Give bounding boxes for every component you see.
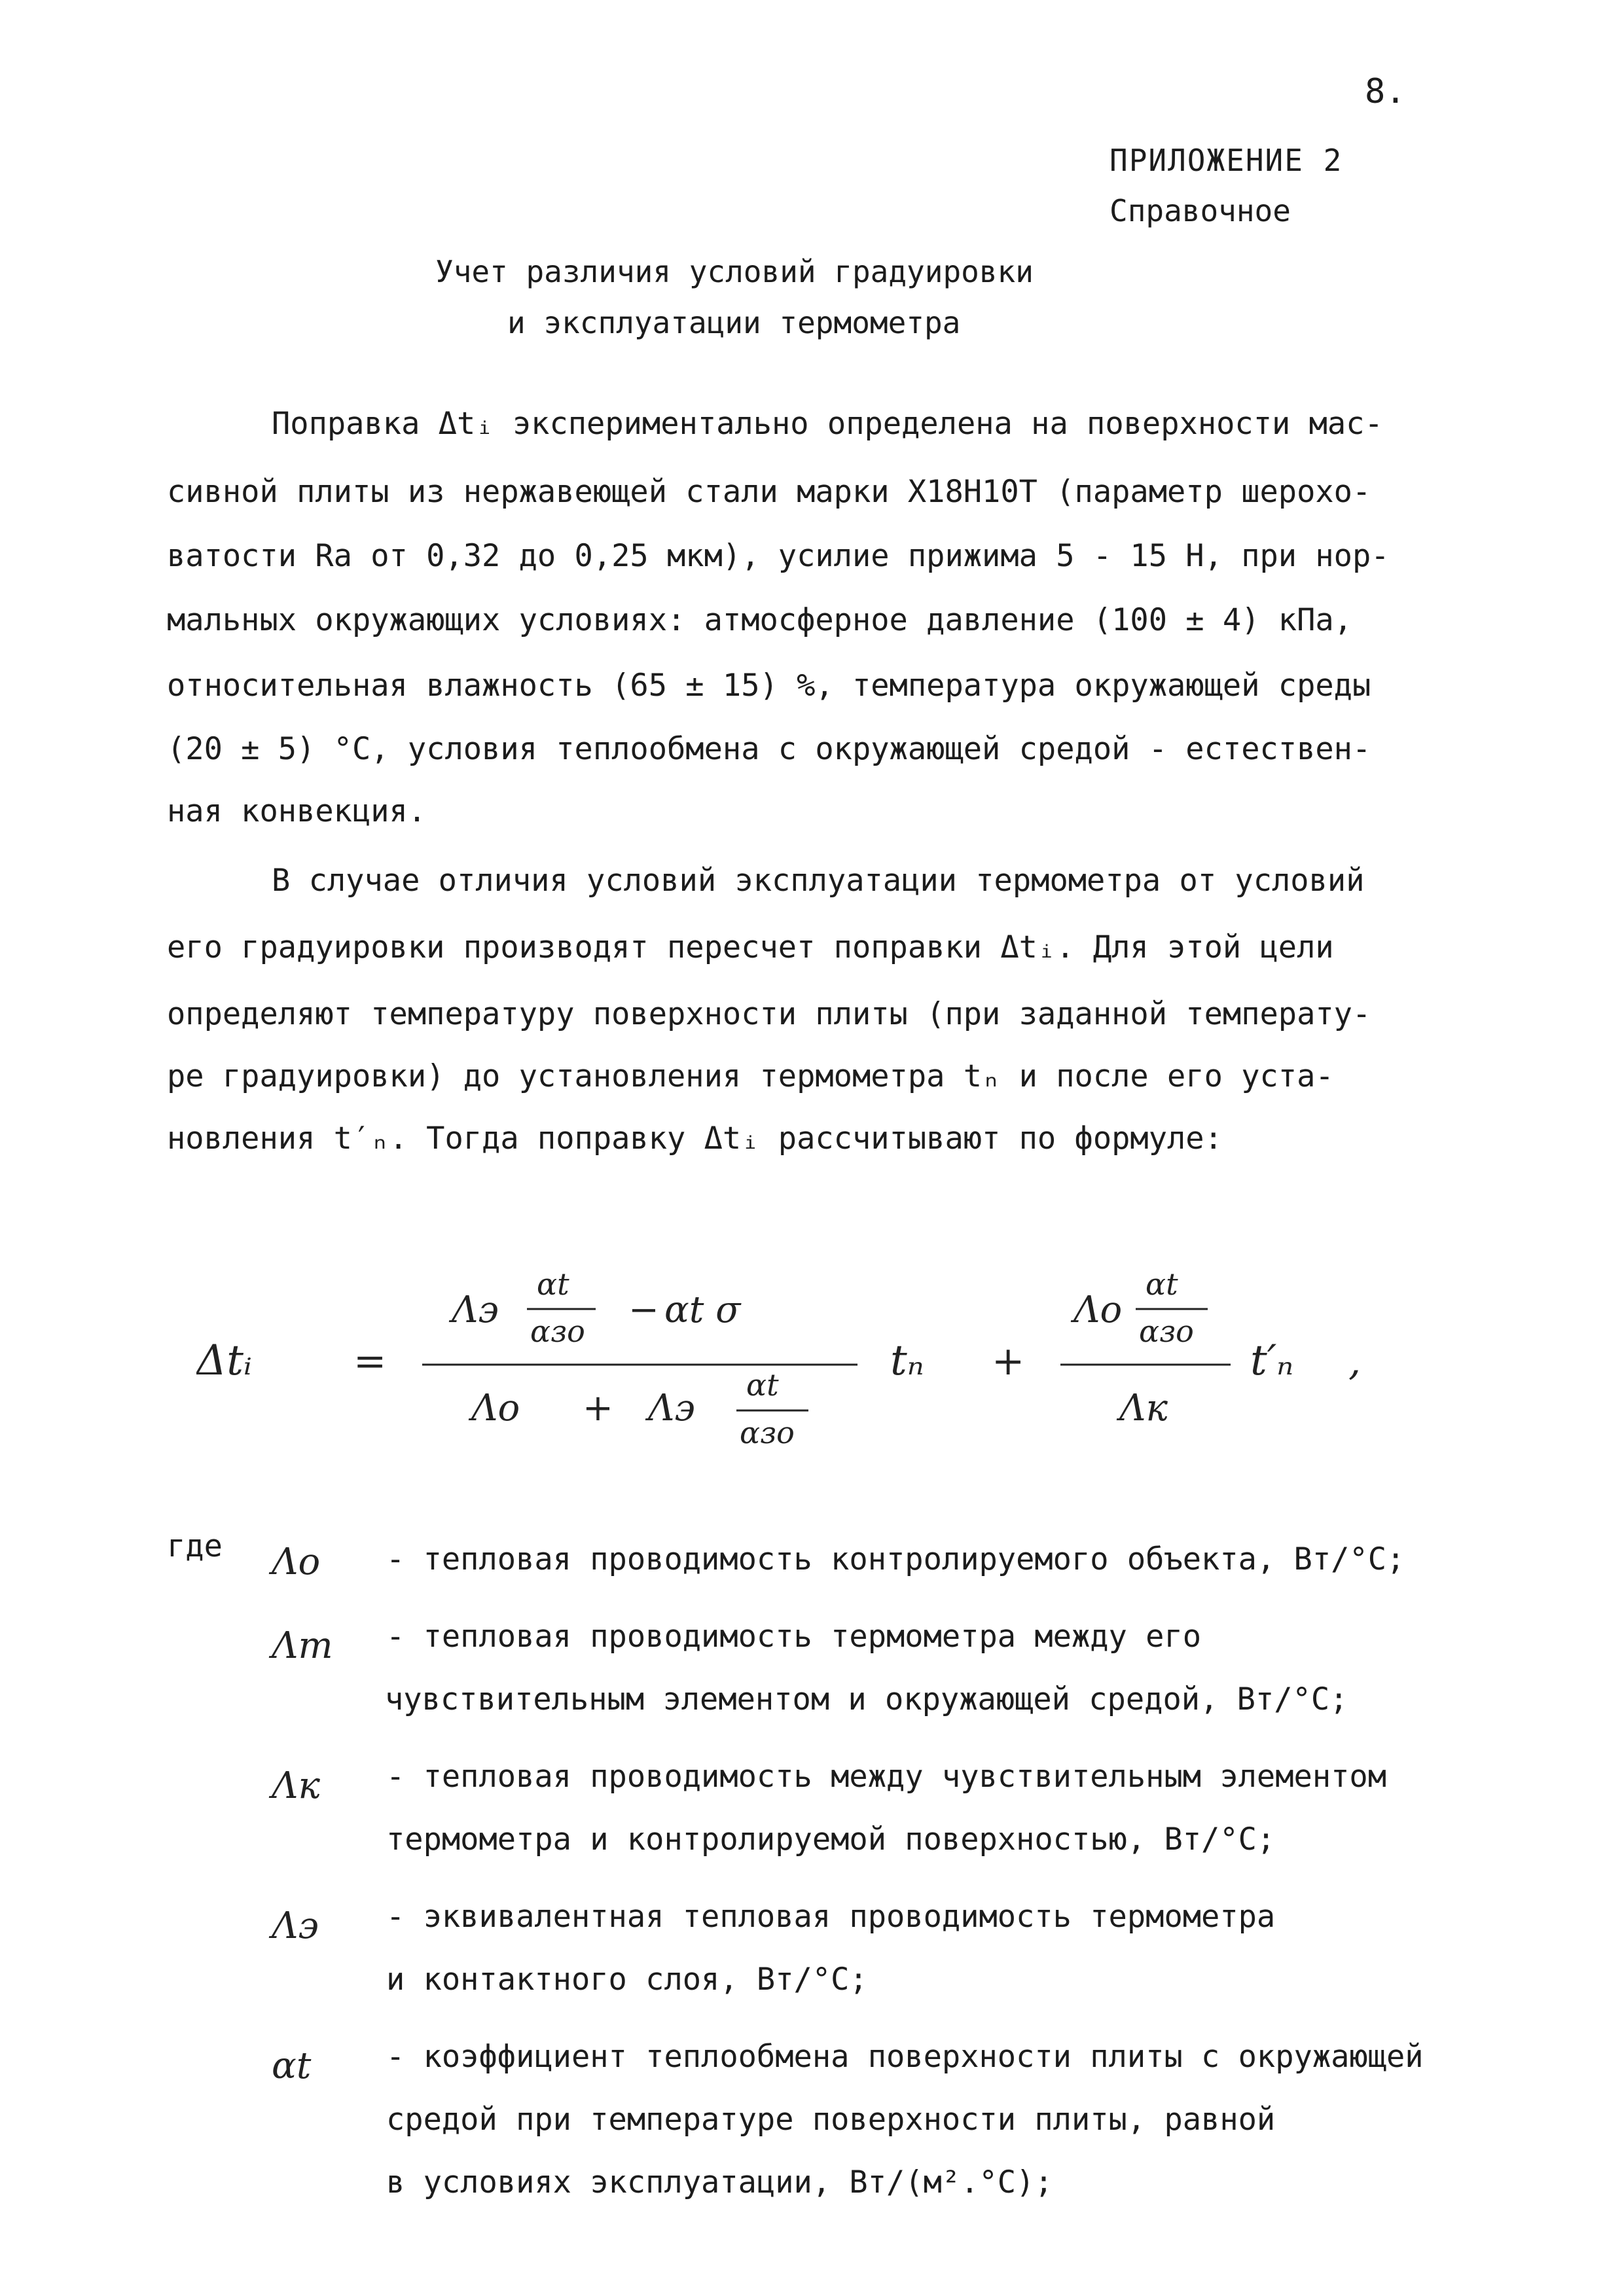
definition-text: в условиях эксплуатации, Вт/(м².°С); bbox=[386, 2164, 1053, 2200]
paragraph1-line: относительная влажность (65 ± 15) %, температура окружающей среды bbox=[167, 668, 1371, 704]
appendix-label: ПРИЛОЖЕНИЕ 2 bbox=[1110, 143, 1343, 178]
formula-equals: = bbox=[353, 1338, 387, 1384]
formula-lambda-o: Λо bbox=[471, 1387, 520, 1429]
definition-text: - коэффициент теплообмена поверхности плиты с окружающей bbox=[386, 2039, 1424, 2075]
formula-lambda-e: Λэ bbox=[452, 1289, 499, 1331]
formula-alpha-t-2: αt bbox=[746, 1367, 779, 1403]
formula-alpha-t-3: αt bbox=[1146, 1266, 1178, 1302]
definition-item bbox=[268, 1528, 1512, 1591]
definition-item bbox=[268, 2026, 1512, 2214]
paragraph1-line: ная конвекция. bbox=[167, 793, 427, 829]
definition-text: - тепловая проводимость термометра между его bbox=[386, 1619, 1202, 1655]
definition-text: средой при температуре поверхности плиты, равной bbox=[386, 2102, 1276, 2138]
definition-symbol bbox=[268, 1605, 367, 1684]
paragraph1-line: Поправка Δtᵢ экспериментально определена на поверхности мас- bbox=[272, 406, 1383, 442]
definition-text: - эквивалентная тепловая проводимость термометра bbox=[386, 1899, 1276, 1935]
paragraph1-line: (20 ± 5) °С, условия теплообмена с окружающей средой - естествен- bbox=[167, 731, 1371, 767]
reference-label: Справочное bbox=[1110, 193, 1291, 228]
where-label: где bbox=[167, 1528, 223, 1564]
paragraph1-line: ватости Ra от 0,32 до 0,25 мкм), усилие прижима 5 - 15 Н, при нор- bbox=[167, 538, 1390, 574]
formula-alpha-t: αt bbox=[537, 1266, 569, 1302]
definition-text: и контактного слоя, Вт/°С; bbox=[386, 1962, 868, 1998]
formula-tn: tₙ bbox=[890, 1336, 924, 1385]
svg-text:Λк: Λк bbox=[272, 1765, 320, 1807]
definition-text: термометра и контролируемой поверхностью, Вт/°С; bbox=[386, 1821, 1276, 1857]
formula-lambda-k: Λк bbox=[1119, 1387, 1168, 1429]
svg-text:Λэ: Λэ bbox=[272, 1905, 319, 1947]
definition-item bbox=[268, 1605, 1512, 1731]
definition-text: чувствительным элементом и окружающей средой, Вт/°С; bbox=[385, 1681, 1348, 1717]
definition-text: - тепловая проводимость между чувствительным элементом bbox=[386, 1759, 1387, 1795]
page-number: 8. bbox=[1365, 72, 1406, 111]
formula-alpha-zo-3: αзо bbox=[1139, 1314, 1194, 1349]
paragraph2-line: новления t′ₙ. Тогда поправку Δtᵢ рассчитывают по формуле: bbox=[167, 1121, 1223, 1157]
formula-alpha-zo-2: αзо bbox=[740, 1415, 795, 1450]
paragraph1-line: сивной плиты из нержавеющей стали марки Х18Н10Т (параметр шерохо- bbox=[167, 474, 1371, 510]
formula-comma: , bbox=[1348, 1338, 1362, 1384]
svg-text:Λт: Λт bbox=[272, 1624, 333, 1667]
correction-formula bbox=[196, 1244, 1440, 1479]
definition-text: - тепловая проводимость контролируемого объекта, Вт/°С; bbox=[386, 1541, 1405, 1577]
definition-symbol bbox=[268, 1746, 367, 1824]
formula-plus: + bbox=[583, 1387, 613, 1429]
paragraph2-line: определяют температуру поверхности плиты (при заданной температу- bbox=[167, 996, 1371, 1032]
formula-minus: − bbox=[628, 1289, 659, 1331]
definition-symbol bbox=[268, 1886, 367, 1964]
definition-item bbox=[268, 1886, 1512, 2011]
formula-lhs: Δtᵢ bbox=[196, 1336, 252, 1385]
formula-lambda-e-2: Λэ bbox=[648, 1387, 695, 1429]
paragraph2-line: ре градуировки) до установления термометра tₙ и после его уста- bbox=[167, 1058, 1334, 1094]
definition-symbol bbox=[268, 2026, 367, 2104]
paragraph2-line: В случае отличия условий эксплуатации термометра от условий bbox=[272, 863, 1365, 899]
formula-lambda-o-2: Λо bbox=[1074, 1289, 1123, 1331]
definition-item bbox=[268, 1746, 1512, 1871]
paragraph2-line: его градуировки производят пересчет поправки Δtᵢ. Для этой цели bbox=[167, 929, 1334, 965]
formula-alpha-t-sigma: αt σ bbox=[664, 1289, 741, 1331]
svg-text:Λо: Λо bbox=[272, 1541, 321, 1583]
definitions-list bbox=[268, 1528, 1512, 2229]
formula-alpha-zo: αзо bbox=[530, 1314, 585, 1349]
paragraph1-line: мальных окружающих условиях: атмосферное давление (100 ± 4) кПа, bbox=[167, 602, 1352, 638]
formula-plus-2: + bbox=[992, 1338, 1025, 1384]
formula-tn-prime: t′ₙ bbox=[1250, 1336, 1294, 1385]
title-line-1: Учет различия условий градуировки bbox=[435, 254, 1034, 289]
definition-symbol bbox=[268, 1528, 367, 1607]
title-line-2: и эксплуатации термометра bbox=[507, 305, 961, 340]
svg-text:αt: αt bbox=[272, 2045, 312, 2087]
